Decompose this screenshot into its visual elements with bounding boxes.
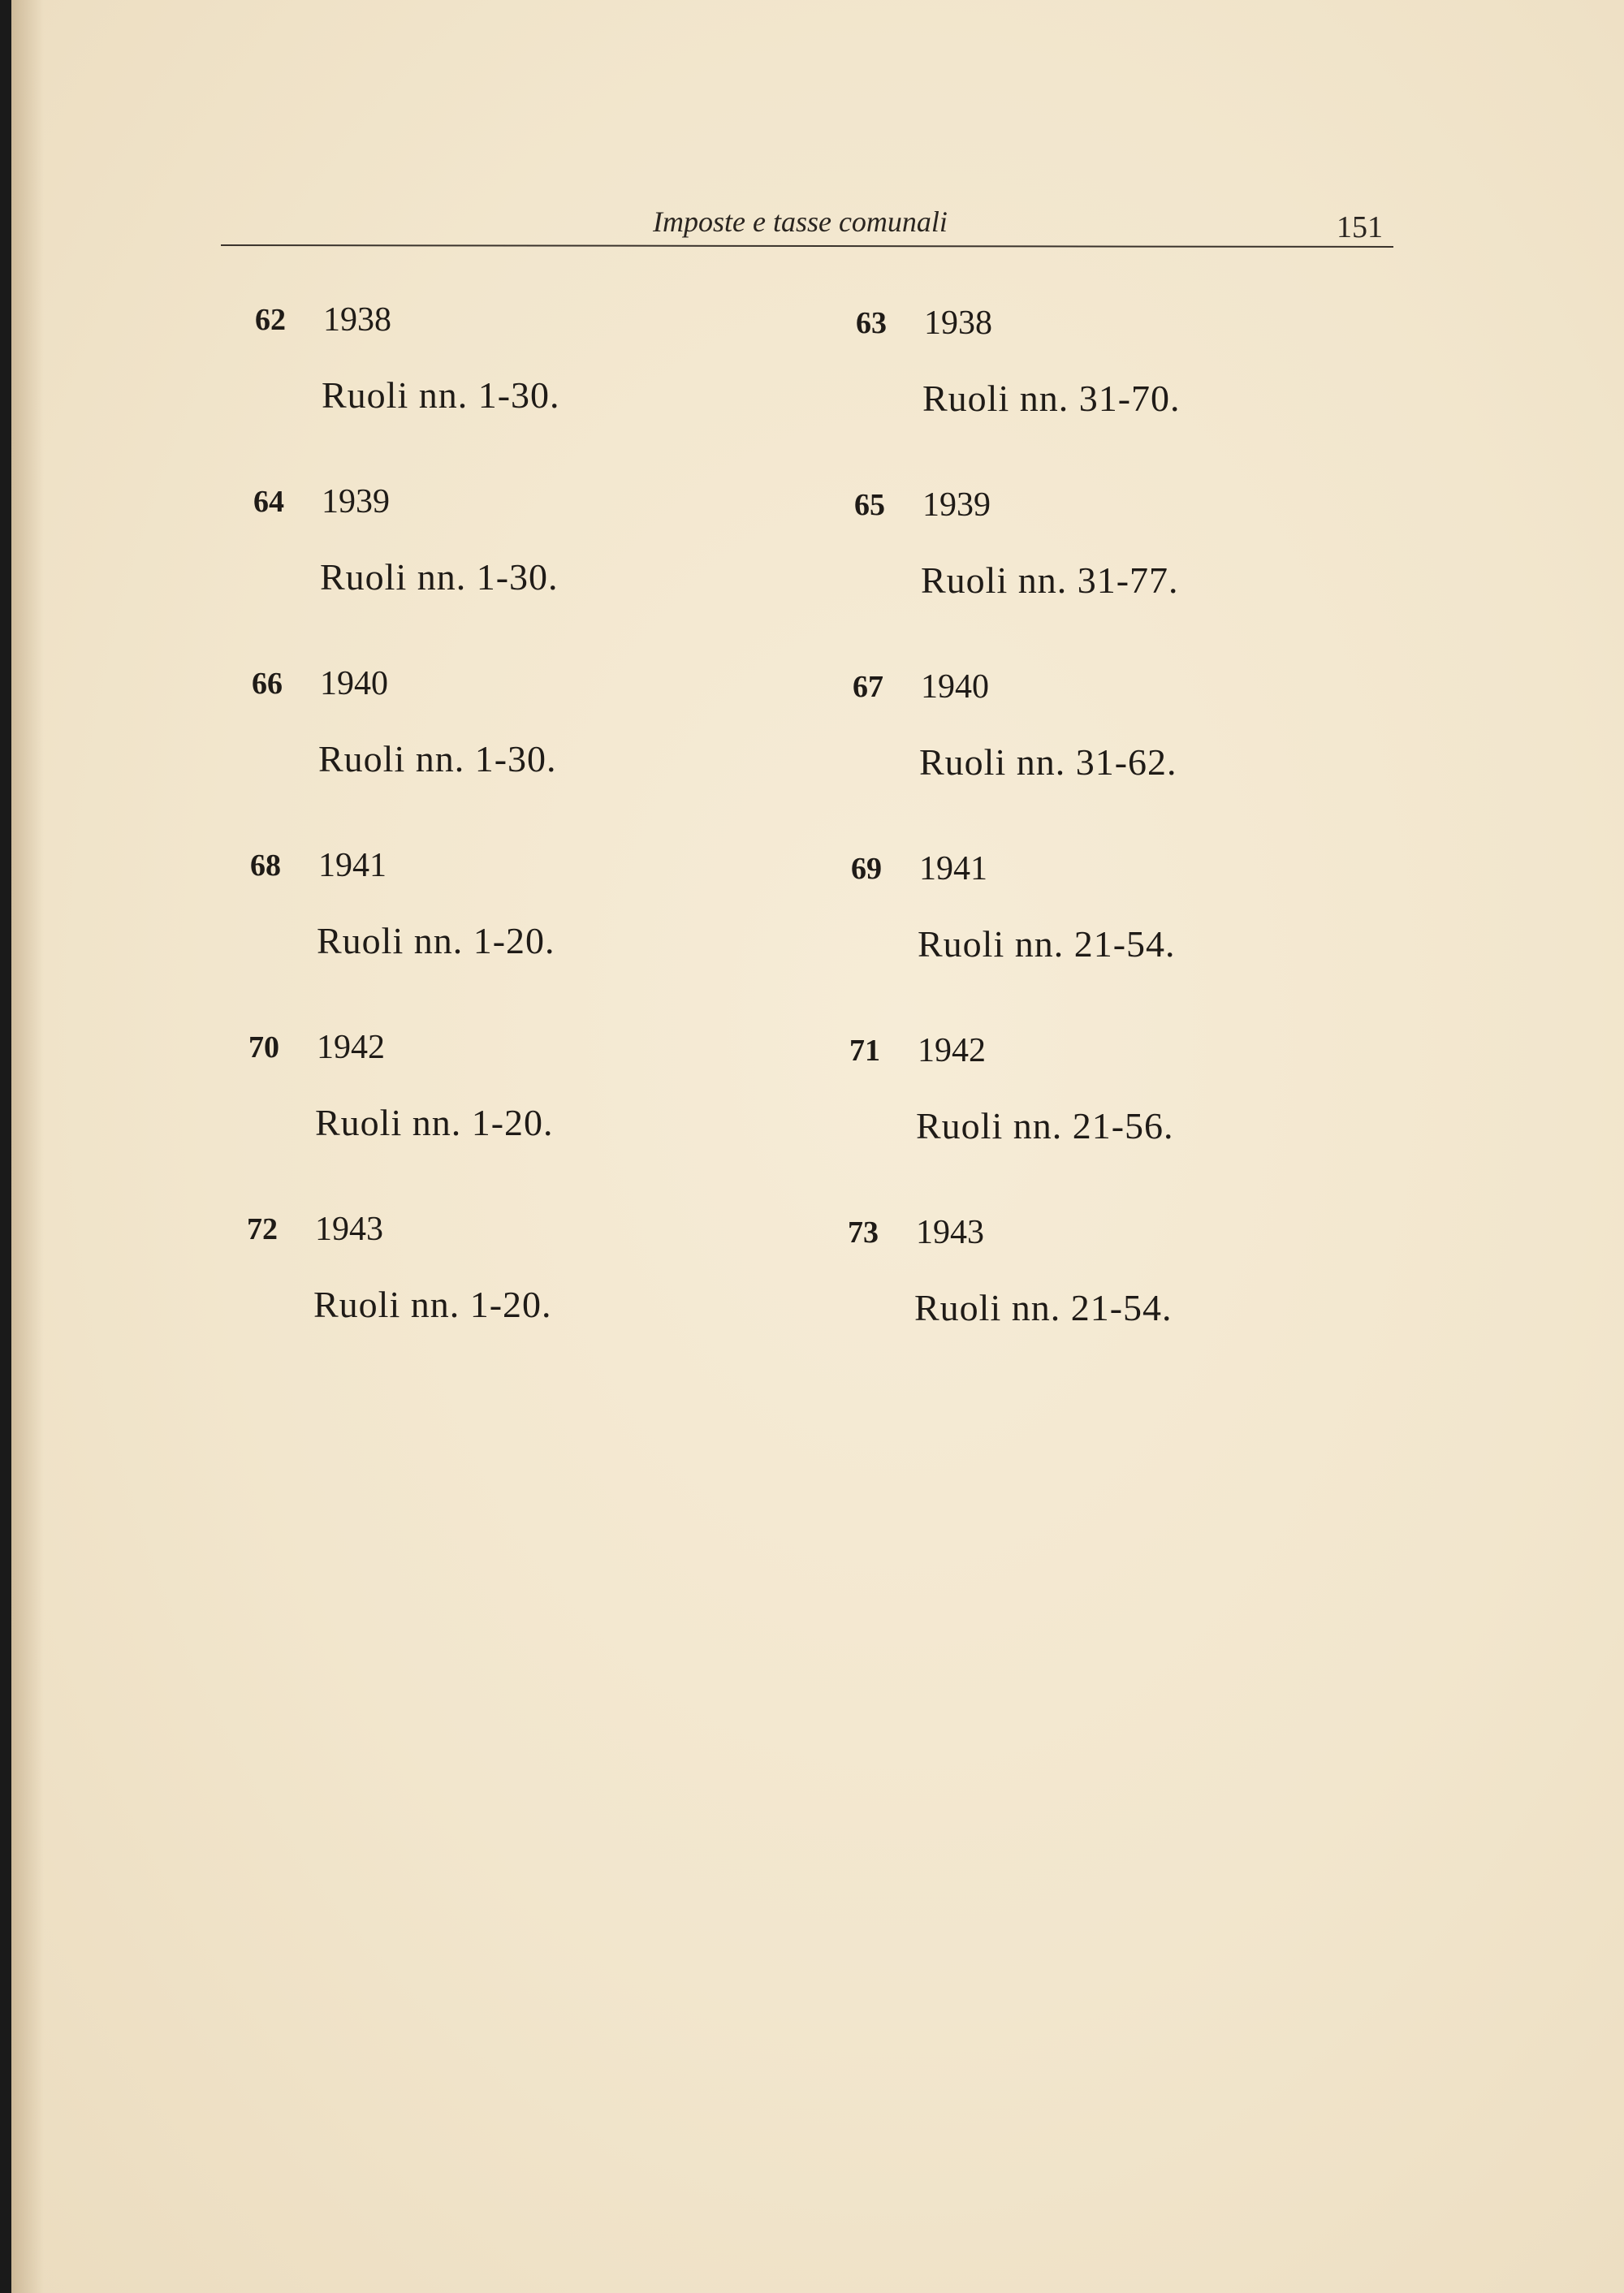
- entry-year: 1941: [318, 847, 387, 884]
- entry-year: 1939: [322, 483, 390, 520]
- entry-63: [856, 305, 1343, 468]
- entry-description: Ruoli nn. 31-62.: [919, 741, 1177, 783]
- binding-gutter: [11, 0, 44, 2293]
- entry-description: Ruoli nn. 1-30.: [322, 374, 560, 416]
- entry-70: [248, 1030, 736, 1192]
- entry-year: 1943: [916, 1214, 984, 1251]
- entry-year: 1938: [323, 301, 391, 339]
- entry-year: 1942: [317, 1029, 385, 1066]
- entry-69: [851, 851, 1338, 1013]
- entry-number: 63: [856, 306, 887, 340]
- document-page: [11, 0, 1624, 2293]
- header-rule: [221, 244, 1393, 248]
- entry-number: 71: [849, 1034, 880, 1068]
- entry-number: 69: [851, 852, 882, 886]
- entry-description: Ruoli nn. 1-20.: [317, 920, 555, 961]
- entry-number: 65: [854, 488, 885, 522]
- entry-year: 1938: [924, 304, 992, 342]
- entry-description: Ruoli nn. 1-20.: [315, 1102, 554, 1143]
- entry-number: 66: [252, 667, 283, 701]
- entry-year: 1943: [315, 1211, 383, 1248]
- entry-number: 70: [248, 1030, 279, 1064]
- entry-67: [853, 669, 1340, 831]
- entry-description: Ruoli nn. 21-54.: [914, 1287, 1173, 1328]
- entry-number: 72: [247, 1212, 278, 1246]
- entry-72: [247, 1211, 734, 1374]
- entry-62: [255, 302, 742, 464]
- page-number: 151: [1337, 210, 1383, 244]
- entry-year: 1940: [320, 665, 388, 702]
- entry-year: 1941: [919, 850, 987, 887]
- entry-65: [854, 487, 1341, 650]
- entry-description: Ruoli nn. 1-20.: [313, 1284, 552, 1325]
- entry-description: Ruoli nn. 21-54.: [918, 923, 1176, 965]
- entry-number: 64: [253, 485, 284, 519]
- entry-71: [849, 1033, 1337, 1195]
- entry-64: [253, 484, 741, 646]
- entry-description: Ruoli nn. 1-30.: [318, 738, 557, 779]
- entry-year: 1942: [918, 1032, 986, 1069]
- entry-year: 1939: [922, 486, 991, 524]
- entry-description: Ruoli nn. 1-30.: [320, 556, 559, 598]
- entry-number: 68: [250, 849, 281, 883]
- entry-66: [252, 666, 739, 828]
- entry-description: Ruoli nn. 31-70.: [922, 378, 1181, 419]
- running-header-title: Imposte e tasse comunali: [653, 205, 948, 238]
- entry-description: Ruoli nn. 21-56.: [916, 1105, 1174, 1146]
- entry-68: [250, 848, 737, 1010]
- entry-number: 62: [255, 303, 286, 337]
- entry-number: 67: [853, 670, 883, 704]
- entry-73: [848, 1215, 1335, 1377]
- entry-description: Ruoli nn. 31-77.: [921, 559, 1179, 601]
- entry-year: 1940: [921, 668, 989, 706]
- entry-number: 73: [848, 1216, 879, 1250]
